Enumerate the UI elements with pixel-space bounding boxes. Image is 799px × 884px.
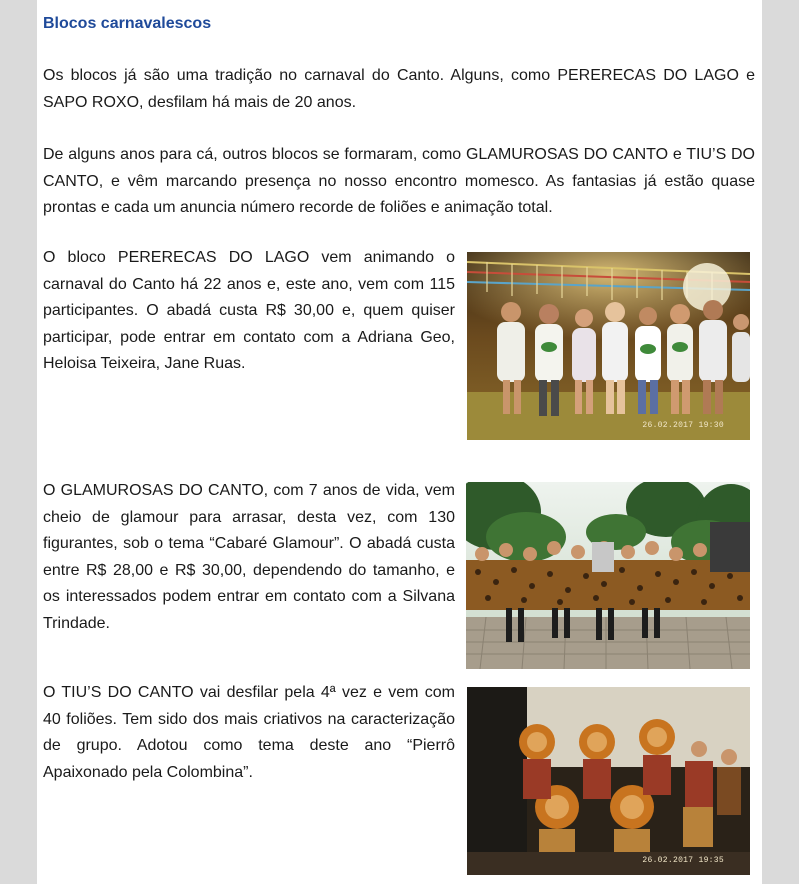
left-margin-band	[0, 0, 37, 884]
glamurosas-paragraph: O GLAMUROSAS DO CANTO, com 7 anos de vida, vem cheio de glamour para arrasar, desta vez, com 130 figurantes, sob o tema “Cabaré Glamour”. O abadá custa entre R$ 28,00 e R$ 30,00, dependendo do tamanho, e os interessados podem entrar em contato com a Silvana Trindade.	[43, 482, 455, 632]
photo-timestamp: 26.02.2017 19:30	[642, 421, 724, 430]
tius-paragraph: O TIU’S DO CANTO vai desfilar pela 4ª vez e vem com 40 foliões. Tem sido dos mais criativos na caracterização de grupo. Adotou como tema deste ano “Pierrô Apaixonado pela Colombina”.	[43, 684, 455, 781]
tius-group-photo	[467, 687, 750, 875]
section-title: Blocos carnavalescos	[43, 15, 212, 32]
right-margin-band	[762, 0, 799, 884]
pererecas-paragraph: O bloco PERERECAS DO LAGO vem animando o carnaval do Canto há 22 anos e, este ano, vem com 115 participantes. O abadá custa R$ 30,00 e, quem quiser participar, pode entrar em contato com a Adriana Geo, Heloisa Teixeira, Jane Ruas.	[43, 249, 455, 372]
intro-paragraph: Os blocos já são uma tradição no carnaval do Canto. Alguns, como PERERECAS DO LAGO e SAPO ROXO, desfilam há mais de 20 anos.	[43, 67, 755, 111]
pererecas-group-photo	[467, 252, 750, 440]
photo-timestamp: 26.02.2017 19:35	[642, 856, 724, 865]
glamurosas-group-photo	[466, 482, 750, 669]
new-blocks-paragraph: De alguns anos para cá, outros blocos se formaram, como GLAMUROSAS DO CANTO e TIU’S DO CANTO, e vêm marcando presença no nosso encontro momesco. As fantasias já estão quase prontas e cada um anuncia número recorde de foliões e animação total.	[43, 146, 755, 216]
article-content	[37, 0, 762, 884]
